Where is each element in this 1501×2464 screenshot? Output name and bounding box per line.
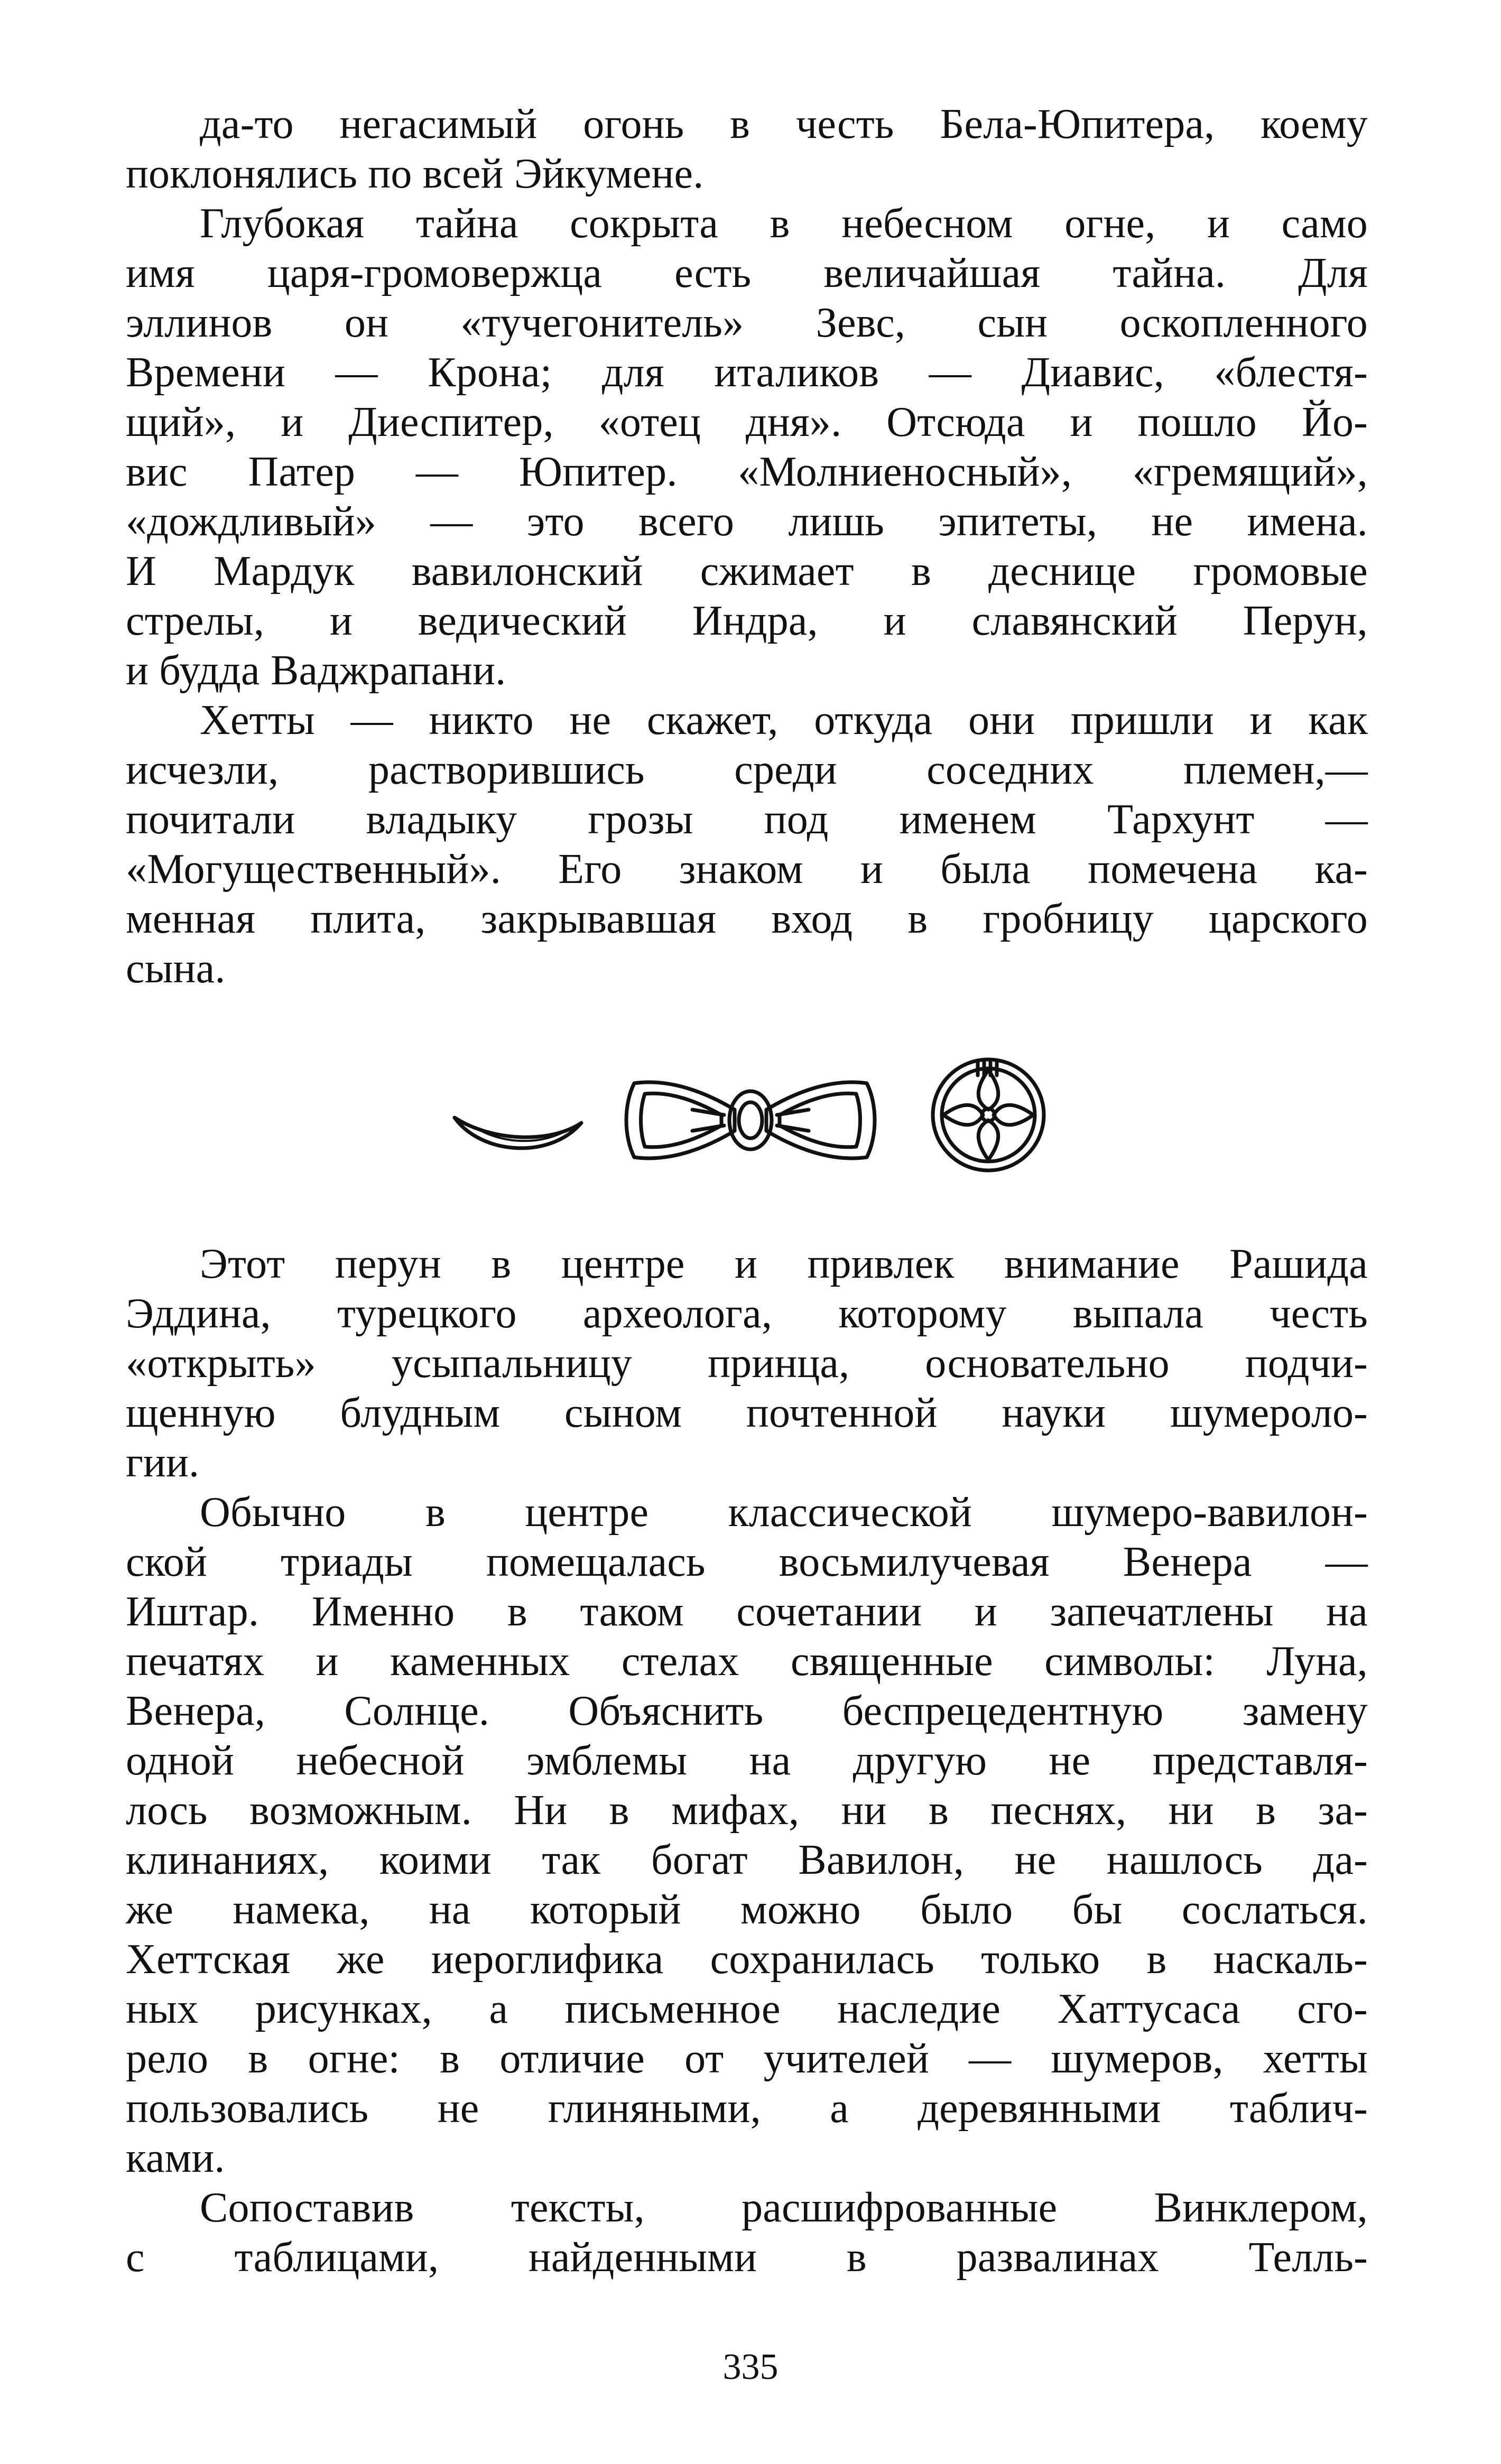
text-line: да-то негасимый огонь в честь Бела-Юпитера, коему <box>200 101 1368 147</box>
text-line: рело в огне: в отличие от учителей — шумеров, хетты <box>126 2035 1368 2082</box>
text-line: сына. <box>126 945 226 992</box>
text-line: исчезли, растворившись среди соседних племен,— <box>126 747 1368 793</box>
text-line: Хеттская же иероглифика сохранилась только в наскаль- <box>126 1936 1368 1983</box>
text-line: же намека, на который можно было бы сослаться. <box>126 1886 1368 1933</box>
text-line: пользовались не глиняными, а деревянными таблич- <box>126 2085 1368 2132</box>
text-line: «открыть» усыпальницу принца, основательно подчи- <box>126 1340 1368 1387</box>
symbols-figure <box>449 1052 1073 1189</box>
text-line: одной небесной эмблемы на другую не представля- <box>126 1737 1368 1784</box>
text-line: Этот перун в центре и привлек внимание Рашида <box>200 1241 1368 1287</box>
text-line: эллинов он «тучегонитель» Зевс, сын оскопленного <box>126 300 1368 346</box>
text-line: стрелы, и ведический Индра, и славянский Перун, <box>126 598 1368 644</box>
text-line: Венера, Солнце. Объяснить беспрецедентную замену <box>126 1688 1368 1734</box>
text-line: Времени — Крона; для италиков — Диавис, «блестя- <box>126 349 1368 396</box>
text-line: ской триады помещалась восьмилучевая Венера — <box>126 1539 1368 1585</box>
text-line: ных рисунках, а письменное наследие Хаттусаса сго- <box>126 1986 1368 2032</box>
text-line: менная плита, закрывавшая вход в гробницу царского <box>126 896 1368 942</box>
text-line: почитали владыку грозы под именем Тархунт — <box>126 796 1368 843</box>
text-line: щий», и Диеспитер, «отец дня». Отсюда и пошло Йо- <box>126 399 1368 445</box>
text-line: имя царя-громовержца есть величайшая тайна. Для <box>126 250 1368 296</box>
text-line: Иштар. Именно в таком сочетании и запечатлены на <box>126 1588 1368 1635</box>
text-line: лось возможным. Ни в мифах, ни в песнях, ни в за- <box>126 1787 1368 1834</box>
bottom-text-block <box>126 1239 1368 2282</box>
text-line: печатях и каменных стелах священные символы: Луна, <box>126 1638 1368 1685</box>
text-line: ками. <box>126 2135 225 2181</box>
text-line: гии. <box>126 1439 200 1486</box>
text-line: щенную блудным сыном почтенной науки шумероло- <box>126 1390 1368 1436</box>
text-line: Сопоставив тексты, расшифрованные Винклером, <box>200 2184 1368 2231</box>
page-number: 335 <box>722 2347 779 2387</box>
text-line: И Мардук вавилонский сжимает в деснице громовые <box>126 548 1368 594</box>
sun-disc-icon <box>925 1052 1052 1178</box>
text-line: вис Патер — Юпитер. «Молниеносный», «гремящий», <box>126 449 1368 495</box>
thunderbolt-icon <box>613 1062 888 1178</box>
text-line: «дождливый» — это всего лишь эпитеты, не имена. <box>126 498 1368 545</box>
text-line: Обычно в центре классической шумеро-вавилон- <box>200 1489 1368 1536</box>
text-line: клинаниях, коими так богат Вавилон, не нашлось да- <box>126 1837 1368 1883</box>
text-line: и будда Ваджрапани. <box>126 647 506 694</box>
text-line: Хетты — никто не скажет, откуда они пришли и как <box>200 697 1368 743</box>
text-line: с таблицами, найденными в развалинах Телль- <box>126 2234 1368 2281</box>
crescent-moon-icon <box>449 1102 587 1165</box>
text-line: «Могущественный». Его знаком и была помечена ка- <box>126 846 1368 892</box>
text-line: Глубокая тайна сокрыта в небесном огне, и само <box>200 200 1368 247</box>
text-line: Эддина, турецкого археолога, которому выпала честь <box>126 1290 1368 1337</box>
text-line: поклонялись по всей Эйкумене. <box>126 151 704 197</box>
top-text-block <box>126 99 1368 993</box>
